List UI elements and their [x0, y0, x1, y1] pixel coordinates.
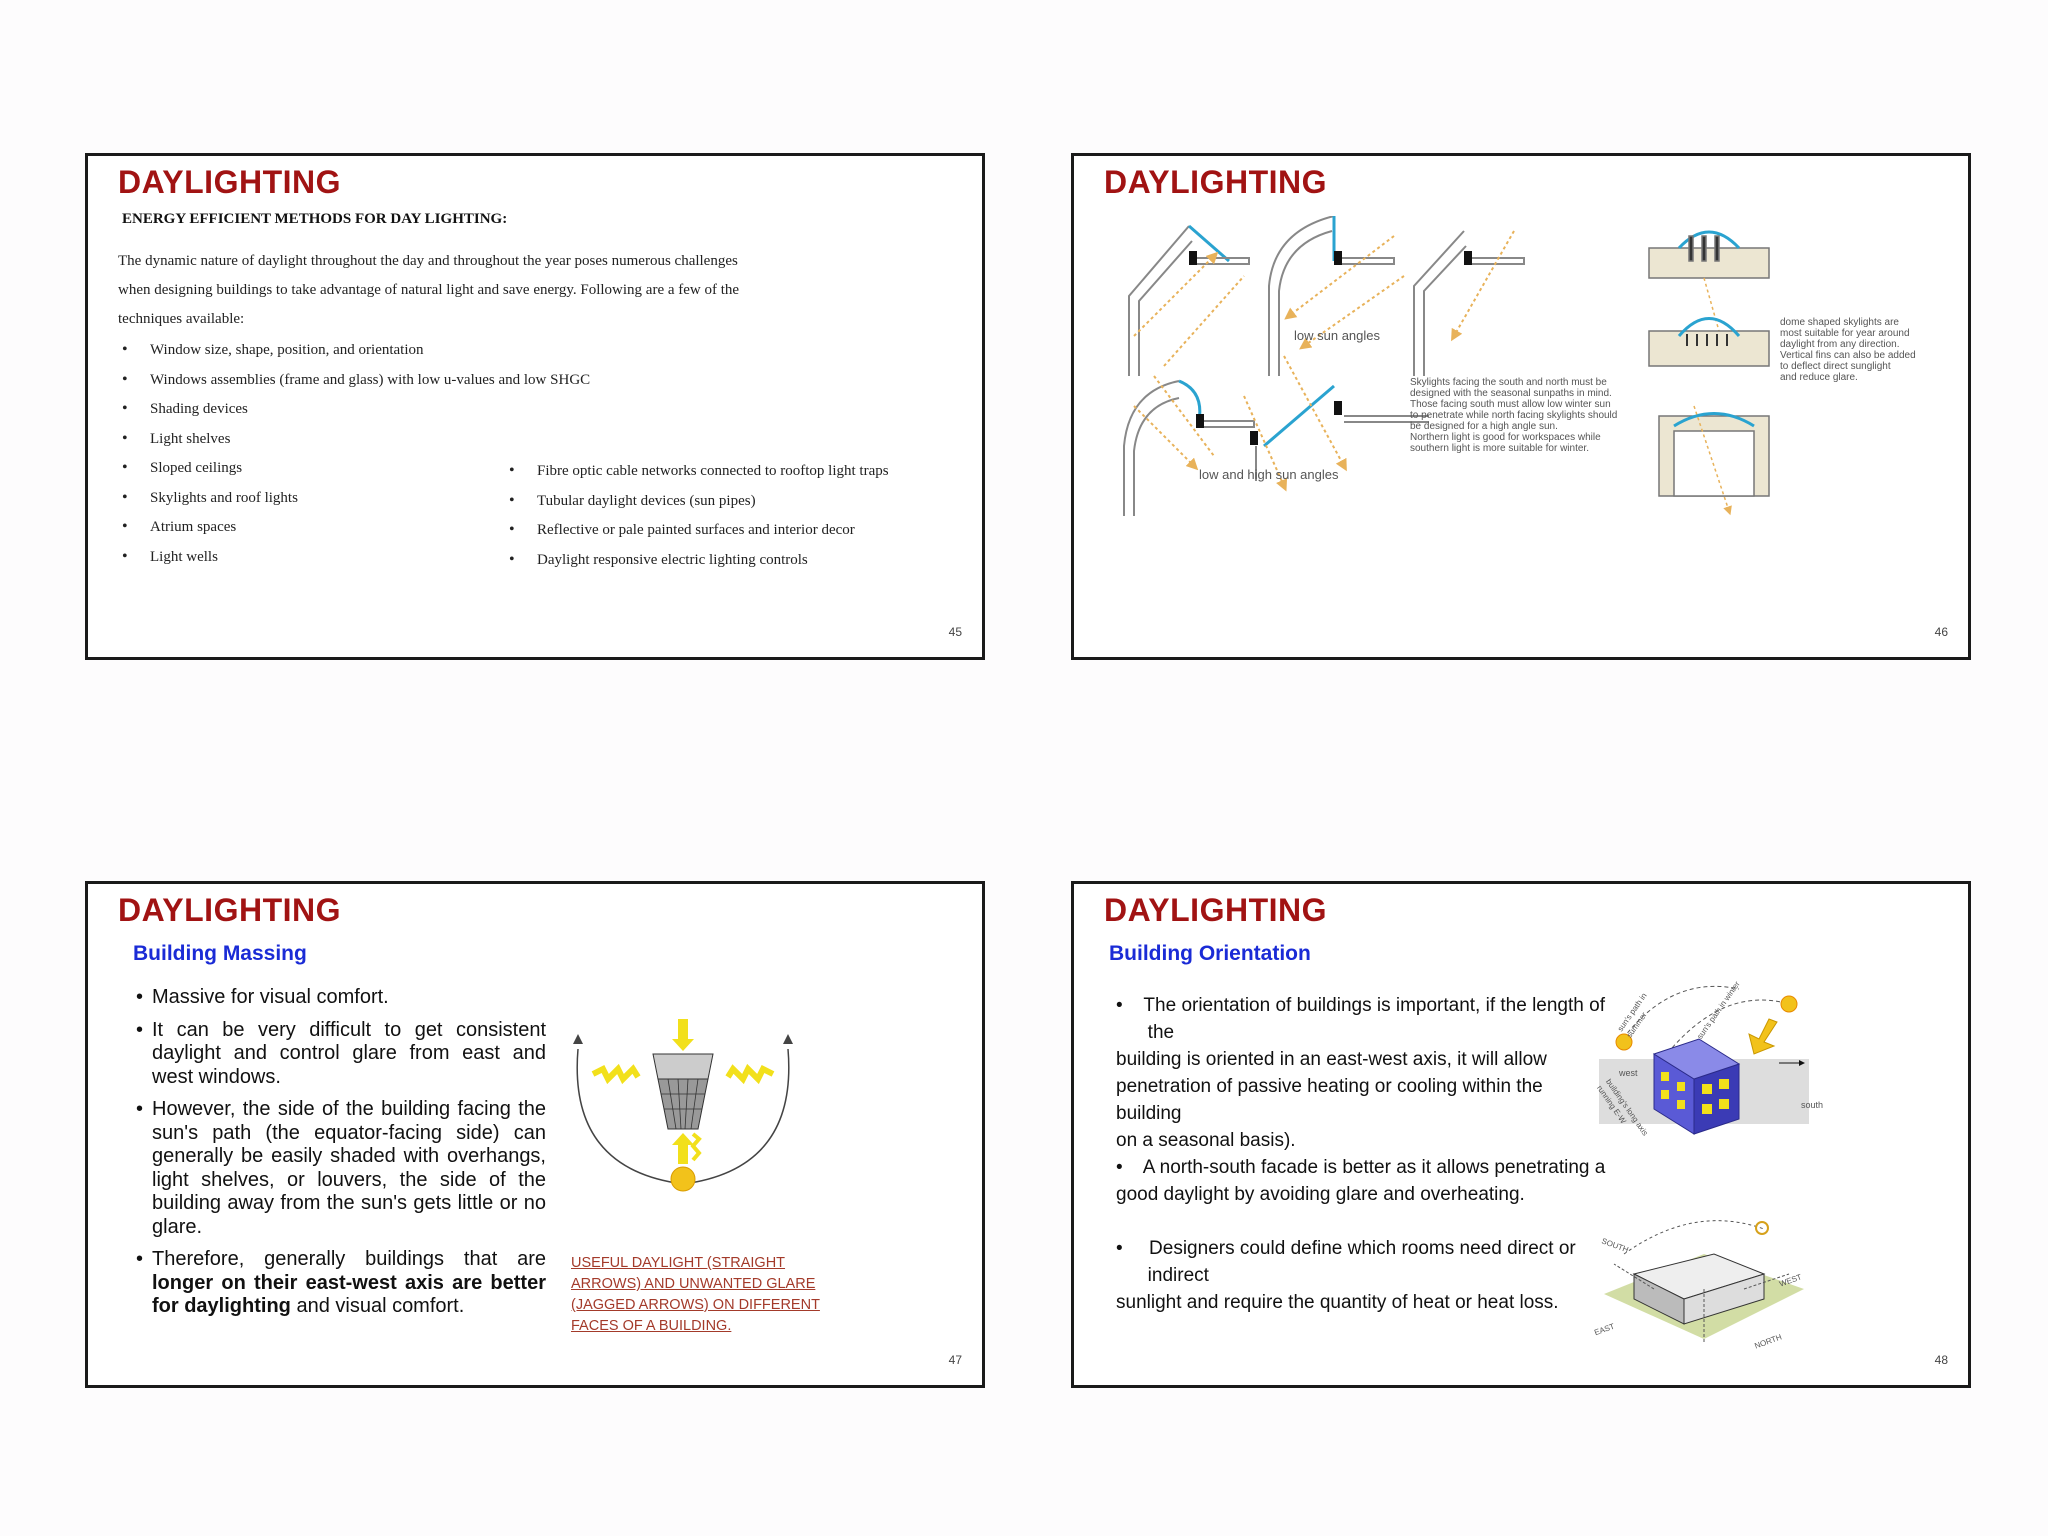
text-line: good daylight by avoiding glare and overheating.	[1116, 1184, 1525, 1205]
bullet-item	[136, 1248, 546, 1319]
text-line: indirect	[1116, 1265, 1209, 1286]
page-number: 46	[1934, 625, 1948, 639]
diagram-label: south	[1801, 1100, 1824, 1110]
massing-bullets	[136, 986, 546, 1328]
diagram-label: west	[1619, 1068, 1638, 1078]
text-line: building	[1116, 1103, 1182, 1124]
list-item: • Window size, shape, position, and orientation	[118, 342, 590, 372]
dome-skylight-diagrams	[1649, 232, 1769, 511]
text-line: • Designers could define which rooms need direct or	[1116, 1238, 1576, 1259]
bullet-text: and visual comfort.	[290, 1295, 465, 1317]
list-item: • Daylight responsive electric lighting controls	[505, 552, 889, 582]
slide-title: DAYLIGHTING	[1104, 164, 1327, 200]
note-line: southern light is more suitable for winter.	[1410, 443, 1589, 454]
skylight-orientation-note	[1410, 377, 1670, 454]
text-line: • A north-south facade is better as it allows penetrating a	[1116, 1157, 1606, 1178]
page-number: 45	[948, 625, 962, 639]
list-item: • Atrium spaces	[118, 519, 590, 549]
dome-skylight-note	[1780, 317, 1940, 383]
list-item: • Reflective or pale painted surfaces and interior decor	[505, 522, 889, 552]
slide-47	[85, 881, 985, 1388]
slide-46	[1071, 153, 1971, 660]
page-number: 47	[948, 1353, 962, 1367]
note-line: most suitable for year around	[1780, 328, 1910, 339]
compass-label: WEST	[1778, 1272, 1803, 1289]
curved-skylight-diagram	[1269, 216, 1404, 376]
orientation-text	[1116, 992, 1606, 1316]
list-item: • Fibre optic cable networks connected to rooftop light traps	[505, 463, 889, 493]
text-line: the	[1116, 1022, 1175, 1043]
note-line: and reduce glare.	[1780, 372, 1858, 383]
spacer	[1116, 1208, 1596, 1235]
diagram-label: low and high sun angles	[1199, 467, 1339, 482]
diagram-label: low sun angles	[1294, 328, 1380, 343]
building-massing-diagram	[568, 1019, 828, 1199]
slide-title: DAYLIGHTING	[118, 164, 341, 200]
slide-title: DAYLIGHTING	[1104, 892, 1327, 928]
text-line: building is oriented in an east-west axis, it will allow	[1116, 1049, 1547, 1070]
text-line: penetration of passive heating or cooling within the	[1116, 1076, 1543, 1097]
bullet-item: • Massive for visual comfort.	[136, 986, 546, 1010]
intro-paragraph: The dynamic nature of daylight throughout the day and throughout the year poses numerous challenges when designing buildings to take advantage of natural light and save energy. Following are a few of the techniques available:	[118, 253, 740, 327]
list-item: • Sloped ceilings	[118, 460, 590, 490]
slide-subtitle: Building Orientation	[1109, 942, 1311, 965]
list-item: • Windows assemblies (frame and glass) with low u-values and low SHGC	[118, 372, 590, 402]
slide-title: DAYLIGHTING	[118, 892, 341, 928]
techniques-list-right	[505, 463, 889, 581]
note-line: to penetrate while north facing skylights should	[1410, 410, 1618, 421]
curved-low-high-diagram	[1124, 376, 1254, 516]
list-item: • Tubular daylight devices (sun pipes)	[505, 493, 889, 523]
slide-subtitle: Building Massing	[133, 942, 307, 965]
diagram-label: sun's path in winter	[1695, 979, 1742, 1041]
list-item: • Light shelves	[118, 431, 590, 461]
figure-caption: USEFUL DAYLIGHT (STRAIGHT ARROWS) AND UNWANTED GLARE (JAGGED ARROWS) ON DIFFERENT FACES OF A BUILDING.	[571, 1255, 820, 1334]
diagram-label: sun's path in summer	[1615, 991, 1649, 1040]
bullet-item: • However, the side of the building facing the sun's path (the equator-facing side) can generally be easily shaded with overhangs, light shelves, or louvers, the side of the building away from the sun's gets little or no glare.	[136, 1098, 546, 1239]
list-item: • Skylights and roof lights	[118, 490, 590, 520]
bullet-emphasis: longer on their east-west axis are better for daylighting	[152, 1271, 546, 1317]
page-number: 48	[1934, 1353, 1948, 1367]
list-item: • Light wells	[118, 549, 590, 579]
diagram-label: building's long axis running E-W	[1594, 1077, 1650, 1138]
note-line: designed with the seasonal sunpaths in mind.	[1410, 388, 1612, 399]
slide-heading: ENERGY EFFICIENT METHODS FOR DAY LIGHTING:	[122, 211, 508, 227]
compass-label: EAST	[1593, 1321, 1616, 1338]
compass-label: SOUTH	[1600, 1236, 1630, 1255]
list-item: • Shading devices	[118, 401, 590, 431]
slide-48	[1071, 881, 1971, 1388]
text-line: • The orientation of buildings is important, if the length of	[1116, 995, 1605, 1016]
note-line: be designed for a high angle sun.	[1410, 421, 1558, 432]
note-line: Those facing south must allow low winter sun	[1410, 399, 1611, 410]
note-line: Northern light is good for workspaces while	[1410, 432, 1601, 443]
note-line: to deflect direct sunglight	[1780, 361, 1891, 372]
bullet-item: • It can be very difficult to get consistent daylight and control glare from east and west windows.	[136, 1019, 546, 1090]
vertical-skylight-diagram	[1414, 231, 1524, 376]
text-line: sunlight and require the quantity of heat or heat loss.	[1116, 1292, 1559, 1313]
compass-label: NORTH	[1753, 1332, 1783, 1351]
note-line: dome shaped skylights are	[1780, 317, 1899, 328]
note-line: Skylights facing the south and north must be	[1410, 377, 1607, 388]
note-line: daylight from any direction.	[1780, 339, 1900, 350]
sloped-skylight-diagram	[1129, 226, 1249, 376]
text-line: on a seasonal basis).	[1116, 1130, 1296, 1151]
note-line: Vertical fins can also be added	[1780, 350, 1916, 361]
slide-45	[85, 153, 985, 660]
bullet-text: Therefore, generally buildings that are	[152, 1248, 546, 1270]
